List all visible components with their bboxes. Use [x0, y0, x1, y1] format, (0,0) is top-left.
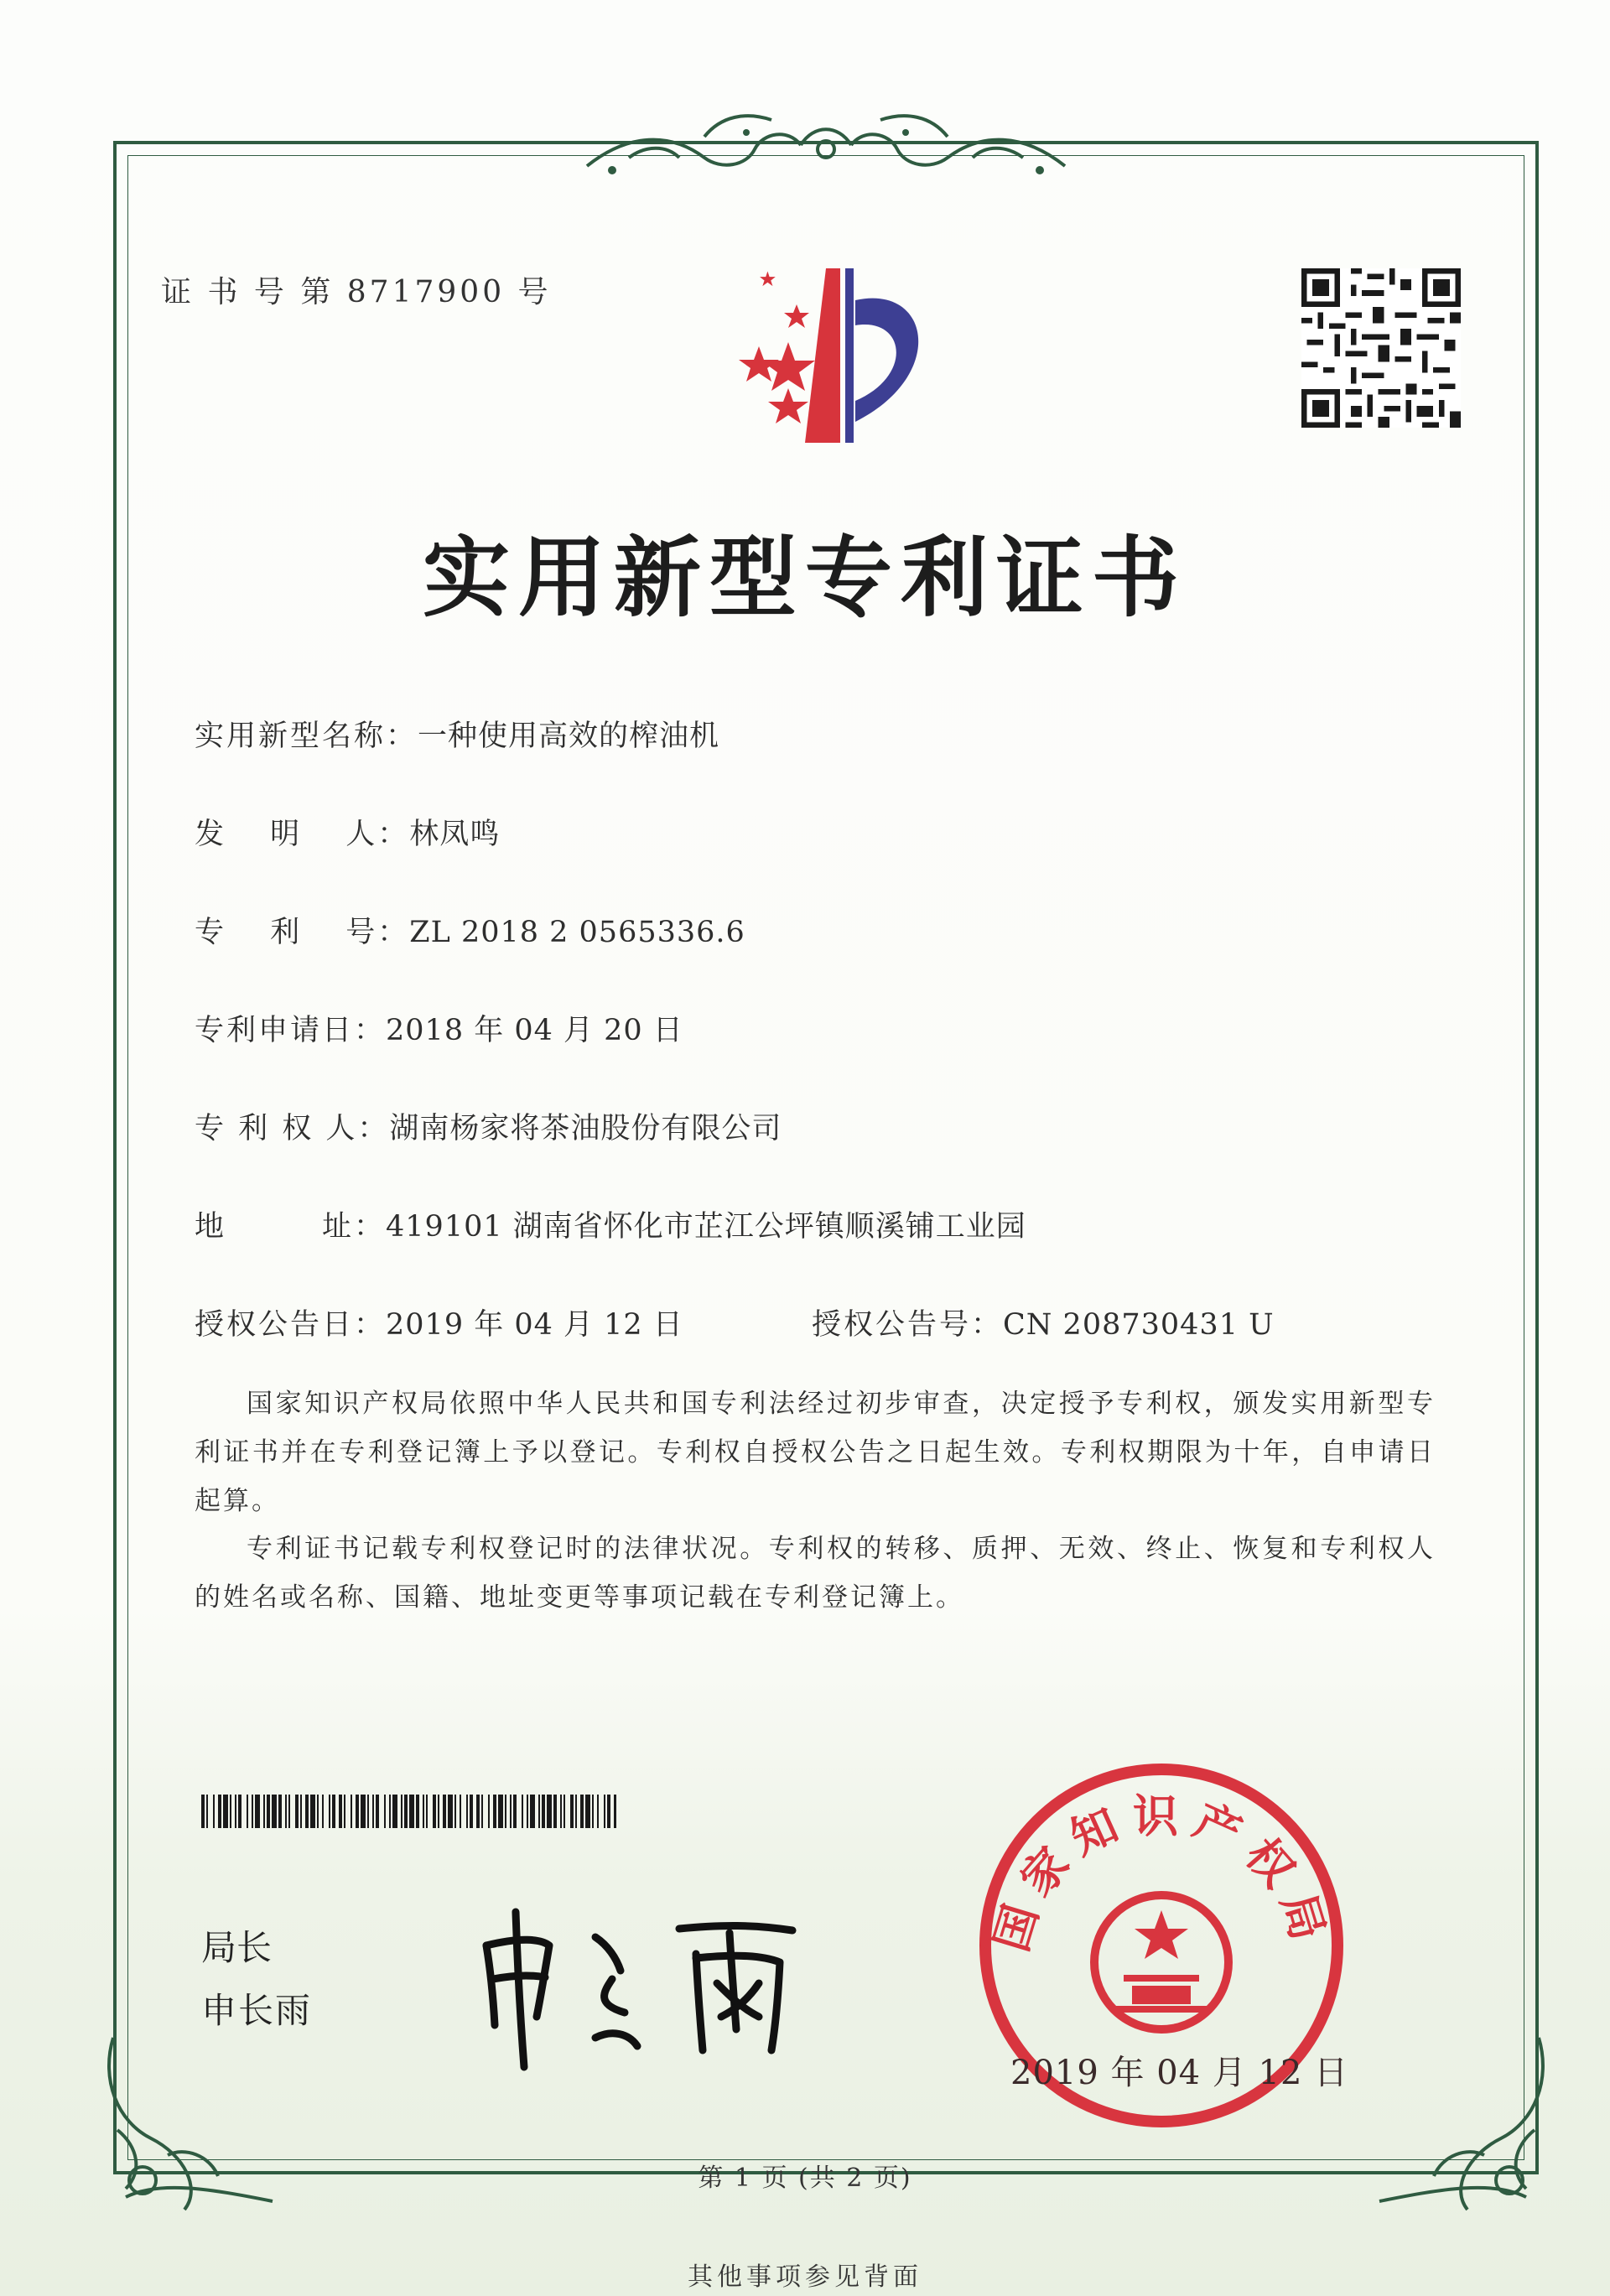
see-reverse-note: 其他事项参见背面 [688, 2262, 922, 2292]
field-label: 地 址： [195, 1210, 387, 1244]
field-value: ZL 2018 2 0565336.6 [409, 916, 745, 949]
barcode [201, 1795, 616, 1828]
legal-paragraph-2: 专利证书记载专利权登记时的法律状况。专利权的转移、质押、无效、终止、恢复和专利权人的姓名或名称、国籍、地址变更等事项记载在专利登记簿上。 [195, 1534, 1436, 1613]
field-inventor [195, 811, 500, 853]
field-address [195, 1203, 1026, 1245]
certificate-number: 证 书 号 第 8717900 号 [161, 275, 552, 309]
certificate-title: 实用新型专利证书 [422, 526, 1187, 629]
field-value: 林凤鸣 [409, 818, 501, 851]
field-grant-number [812, 1301, 1275, 1343]
field-patent-number [195, 909, 745, 951]
field-patentee [195, 1105, 782, 1147]
top-ornament [579, 99, 1073, 191]
patent-office-emblem-icon [696, 250, 964, 460]
field-utility-model-name [195, 713, 719, 755]
field-value: 一种使用高效的榨油机 [418, 719, 720, 753]
field-value: 2019 年 04 月 12 日 [386, 1308, 683, 1342]
field-value: 419101 湖南省怀化市芷江公坪镇顺溪铺工业园 [386, 1210, 1026, 1244]
field-label: 授权公告日： [195, 1308, 387, 1342]
field-label: 专 利 号： [195, 916, 410, 949]
field-label: 发 明 人： [195, 818, 410, 851]
field-value: 湖南杨家将茶油股份有限公司 [389, 1112, 782, 1145]
seal-text: 国家知识产权局 [984, 1790, 1338, 1958]
field-value: CN 208730431 U [1003, 1308, 1275, 1342]
field-label: 授权公告号： [812, 1308, 1004, 1342]
director-title: 局长 [201, 1927, 273, 1968]
field-filing-date [195, 1007, 683, 1049]
field-label: 专 利 权 人： [195, 1112, 390, 1145]
director-name: 申长雨 [201, 1990, 313, 2031]
qr-code [1301, 268, 1461, 428]
handwritten-signature [470, 1878, 830, 2071]
field-label: 专利申请日： [195, 1014, 387, 1047]
field-label: 实用新型名称： [195, 719, 418, 753]
field-grant-date [195, 1301, 683, 1343]
seal-date: 2019 年 04 月 12 日 [1010, 2054, 1349, 2092]
page-number: 第 1 页 (共 2 页) [698, 2164, 912, 2193]
legal-paragraph-1: 国家知识产权局依照中华人民共和国专利法经过初步审查，决定授予专利权，颁发实用新型专利证书并在专利登记簿上予以登记。专利权自授权公告之日起生效。专利权期限为十年，自申请日起算。 [195, 1389, 1436, 1516]
field-value: 2018 年 04 月 20 日 [386, 1014, 683, 1047]
